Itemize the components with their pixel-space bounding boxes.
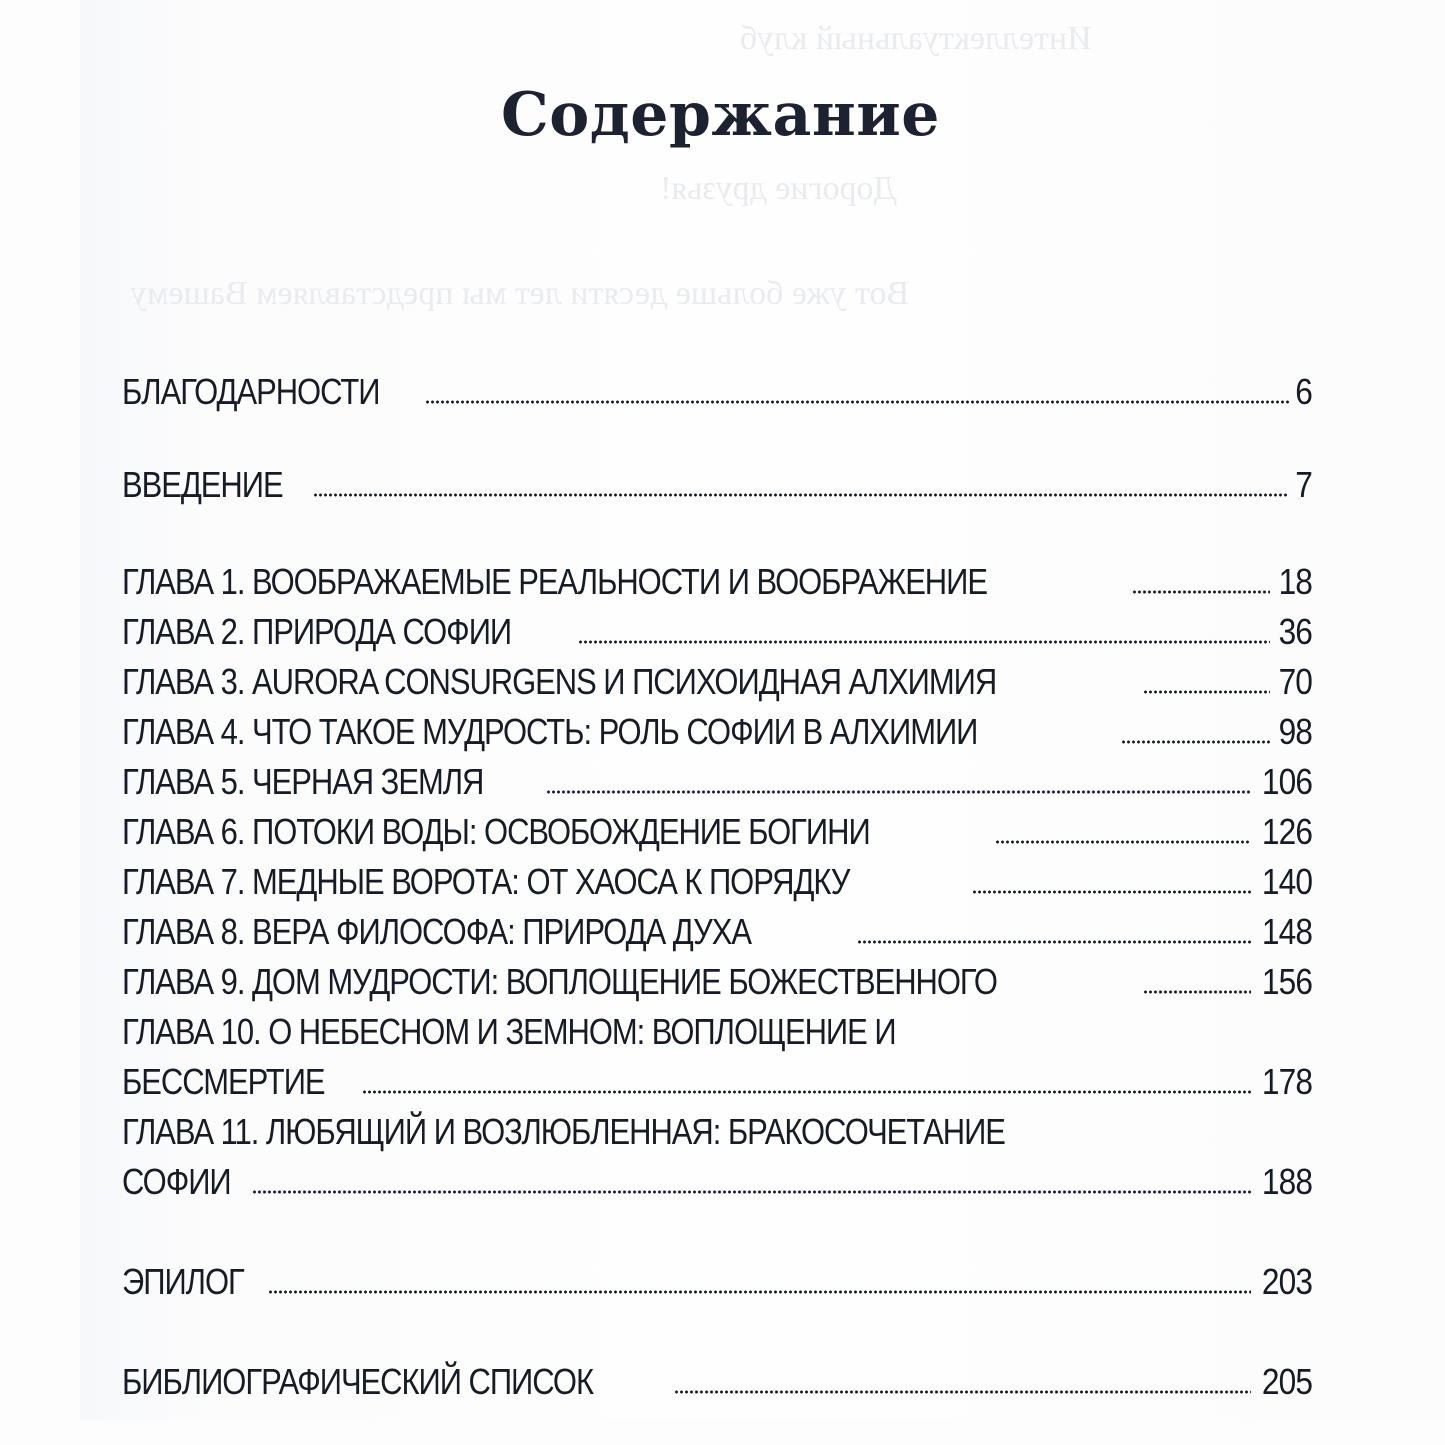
toc-entry-page: 106: [1261, 761, 1312, 802]
toc-entry-page: 148: [1261, 911, 1312, 952]
toc-entry-label: ГЛАВА 4. ЧТО ТАКОЕ МУДРОСТЬ: РОЛЬ СОФИИ В АЛХИМИИ: [122, 711, 978, 752]
toc-entry[interactable]: [122, 453, 1312, 503]
toc-entry-page: 6: [1295, 371, 1312, 412]
toc-entry[interactable]: [122, 1050, 1312, 1100]
toc-entry-label: ГЛАВА 1. ВООБРАЖАЕМЫЕ РЕАЛЬНОСТИ И ВООБРАЖЕНИЕ: [122, 561, 987, 602]
toc-entry-page: 98: [1278, 711, 1312, 752]
toc-entry-page: 178: [1261, 1061, 1312, 1102]
dot-leader: [1132, 589, 1270, 595]
dot-leader: [972, 889, 1251, 895]
toc-entry-label: БЛАГОДАРНОСТИ: [122, 371, 380, 412]
toc-entry-label: ВВЕДЕНИЕ: [122, 464, 283, 505]
dot-leader: [362, 1089, 1251, 1095]
dot-leader: [578, 639, 1269, 645]
toc-entry-label: ГЛАВА 7. МЕДНЫЕ ВОРОТА: ОТ ХАОСА К ПОРЯДКУ: [122, 861, 850, 902]
toc-entry[interactable]: [122, 850, 1312, 900]
page-title-text: Содержание: [501, 80, 940, 151]
toc-entry-label-line1: ГЛАВА 10. О НЕБЕСНОМ И ЗЕМНОМ: ВОПЛОЩЕНИЕ И: [122, 1011, 896, 1052]
toc-entry[interactable]: [122, 1150, 1312, 1200]
toc-entry[interactable]: [122, 700, 1312, 750]
toc-entry-label: СОФИИ: [122, 1161, 231, 1202]
toc-entry-page: 36: [1278, 611, 1312, 652]
toc-entry-page: 7: [1295, 464, 1312, 505]
toc-entry-label: ГЛАВА 5. ЧЕРНАЯ ЗЕМЛЯ: [122, 761, 484, 802]
toc-entry-label: БЕССМЕРТИЕ: [122, 1061, 325, 1102]
toc-entry-page: 140: [1261, 861, 1312, 902]
toc-entry-label: ГЛАВА 8. ВЕРА ФИЛОСОФА: ПРИРОДА ДУХА: [122, 911, 751, 952]
show-through-text: Дорогие друзья!: [660, 170, 897, 207]
toc-entry[interactable]: [122, 950, 1312, 1000]
toc-entry[interactable]: [122, 1250, 1312, 1300]
toc-entry-page: 70: [1278, 661, 1312, 702]
dot-leader: [1143, 689, 1270, 695]
dot-leader: [674, 1389, 1251, 1395]
dot-leader: [857, 939, 1251, 945]
show-through-text: Интеллектуальный клуб: [740, 20, 1092, 57]
toc-entry-label-line1: ГЛАВА 11. ЛЮБЯЩИЙ И ВОЗЛЮБЛЕННАЯ: БРАКОСОЧЕТАНИЕ: [122, 1111, 1005, 1152]
toc-entry[interactable]: [122, 1350, 1312, 1400]
toc-entry-label: ГЛАВА 9. ДОМ МУДРОСТИ: ВОПЛОЩЕНИЕ БОЖЕСТВЕННОГО: [122, 961, 997, 1002]
toc-entry[interactable]: [122, 900, 1312, 950]
toc-entry-page: 18: [1278, 561, 1312, 602]
toc-entry-label: ГЛАВА 3. AURORA CONSURGENS И ПСИХОИДНАЯ АЛХИМИЯ: [122, 661, 997, 702]
dot-leader: [268, 1289, 1251, 1295]
dot-leader: [425, 399, 1289, 405]
toc-entry-label: ЭПИЛОГ: [122, 1261, 244, 1302]
toc-entry[interactable]: [122, 360, 1312, 410]
toc-entry-label: БИБЛИОГРАФИЧЕСКИЙ СПИСОК: [122, 1361, 593, 1402]
show-through-text: Вот уже больше десяти лет мы представляем Вашему: [130, 275, 910, 312]
toc-entry-label: ГЛАВА 6. ПОТОКИ ВОДЫ: ОСВОБОЖДЕНИЕ БОГИНИ: [122, 811, 870, 852]
page-title: [0, 80, 1445, 150]
dot-leader: [995, 839, 1251, 845]
toc-entry-label: ГЛАВА 2. ПРИРОДА СОФИИ: [122, 611, 512, 652]
toc-entry[interactable]: [122, 600, 1312, 650]
toc-entry-page: 156: [1261, 961, 1312, 1002]
dot-leader: [252, 1189, 1251, 1195]
toc-entry-page: 126: [1261, 811, 1312, 852]
dot-leader: [1121, 739, 1270, 745]
toc-entry-page: 203: [1261, 1261, 1312, 1302]
toc-entry-first-line[interactable]: [122, 1100, 1312, 1150]
toc-entry[interactable]: [122, 750, 1312, 800]
toc-entry[interactable]: [122, 650, 1312, 700]
toc-entry-page: 205: [1261, 1361, 1312, 1402]
dot-leader: [546, 789, 1251, 795]
toc-entry[interactable]: [122, 550, 1312, 600]
dot-leader: [313, 492, 1289, 498]
toc-entry[interactable]: [122, 800, 1312, 850]
toc-entry-first-line[interactable]: [122, 1000, 1312, 1050]
toc-entry-page: 188: [1261, 1161, 1312, 1202]
dot-leader: [1143, 989, 1251, 995]
